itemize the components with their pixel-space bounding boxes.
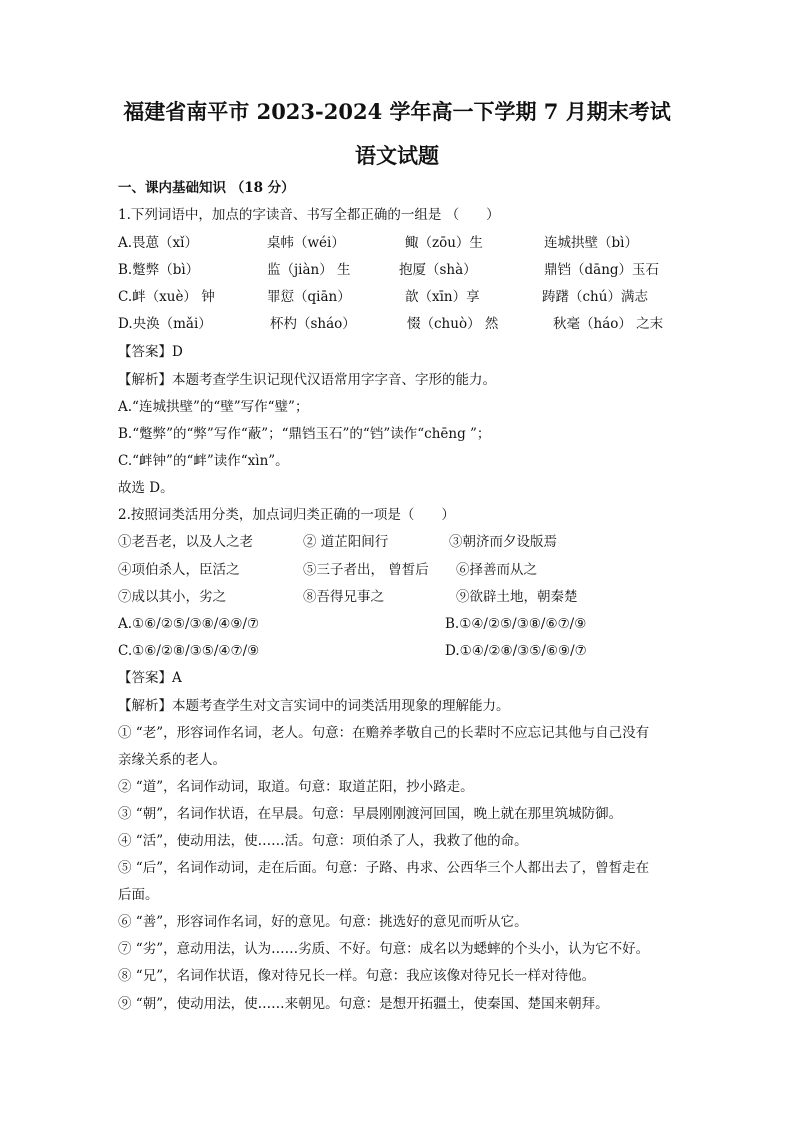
q2-analysis-line: ⑧ “兄”，名词作状语，像对待兄长一样。句意：我应该像对待兄长一样对待他。 <box>118 968 596 984</box>
q1-option-row <box>118 260 678 280</box>
q2-analysis-line: 后面。 <box>118 887 159 903</box>
q2-option-cell: C.①⑥/②⑧/③⑤/④⑦/⑨ <box>118 643 260 659</box>
q2-option-row <box>118 641 678 661</box>
section-heading: 一、课内基础知识 （18 分） <box>118 180 295 196</box>
q2-analysis-line: 【解析】本题考查学生对文言实词中的词类活用现象的理解能力。 <box>118 698 510 714</box>
q2-analysis-line: ③ “朝”，名词作状语，在早晨。句意：早晨刚刚渡河回国，晚上就在那里筑城防御。 <box>118 806 623 822</box>
q2-analysis-line: ④ “活”，使动用法，使……活。句意：项伯杀了人，我救了他的命。 <box>118 833 528 849</box>
q2-item-cell: ② 道芷阳间行 <box>303 534 389 550</box>
q2-analysis-line: ⑦ “劣”，意动用法，认为……劣质、不好。句意：成名以为蟋蟀的个头小，认为它不好。 <box>118 941 650 957</box>
q1-option-cell: 杯杓（sháo） <box>270 316 356 332</box>
q1-option-row <box>118 314 678 334</box>
q2-item-cell: ①老吾老，以及人之老 <box>118 534 253 550</box>
document-subtitle: 语文试题 <box>355 143 439 168</box>
q1-analysis-line: A.“连城拱壁”的“壁”写作“璧”； <box>118 399 309 415</box>
q2-analysis-line: ② “道”，名词作动词，取道。句意：取道芷阳，抄小路走。 <box>118 779 474 795</box>
q1-option-cell: A.畏葸（xǐ） <box>118 235 198 251</box>
q2-item-cell: ⑥择善而从之 <box>456 562 537 578</box>
q1-option-cell: 抱厦（shà） <box>399 262 477 278</box>
q2-item-cell: ⑦成以其小，劣之 <box>118 589 226 605</box>
document-title: 福建省南平市 2023-2024 学年高一下学期 7 月期末考试 <box>123 99 671 124</box>
q1-analysis-line: 【解析】本题考查学生识记现代汉语常用字字音、字形的能力。 <box>118 372 496 388</box>
q1-analysis-line: 故选 D。 <box>118 480 174 496</box>
q2-analysis-line: 亲缘关系的老人。 <box>118 752 226 768</box>
question-1-stem: 1.下列词语中，加点的字读音、书写全都正确的一组是 （ ） <box>118 207 500 223</box>
q2-item-cell: ④项伯杀人，臣活之 <box>118 562 240 578</box>
q2-item-row <box>118 587 678 607</box>
q1-option-row <box>118 233 678 253</box>
q1-option-cell: C.衅（xuè） 钟 <box>118 289 215 305</box>
q2-analysis-line: ① “老”，形容词作名词，老人。句意：在赡养孝敬自己的长辈时不应忘记其他与自己没有 <box>118 725 650 741</box>
q2-item-cell: ⑤三子者出， 曾皙后 <box>303 562 429 578</box>
q1-option-cell: B.蹩弊（bì） <box>118 262 200 278</box>
q2-answer: 【答案】A <box>118 670 182 686</box>
q2-option-cell: D.①④/②⑧/③⑤/⑥⑨/⑦ <box>445 643 587 659</box>
q1-option-cell: 鲰（zōu）生 <box>405 235 483 251</box>
q1-option-cell: 连城拱壁（bì） <box>544 235 638 251</box>
q1-analysis-line: B.“蹩弊”的“弊”写作“蔽”；“鼎铛玉石”的“铛”读作“chēng ”； <box>118 426 491 442</box>
q1-option-cell: 监（jiàn） 生 <box>267 262 351 278</box>
q2-item-row <box>118 532 678 552</box>
q2-item-row <box>118 560 678 580</box>
q2-item-cell: ⑧吾得兄事之 <box>303 589 384 605</box>
q2-option-cell: A.①⑥/②⑤/③⑧/④⑨/⑦ <box>118 616 260 632</box>
q1-option-cell: 歆（xīn）享 <box>405 289 480 305</box>
q2-analysis-line: ⑨ “朝”，使动用法，使……来朝见。句意：是想开拓疆土，使秦国、楚国来朝拜。 <box>118 996 609 1012</box>
q1-analysis-line: C.“衅钟”的“衅”读作“xìn”。 <box>118 453 289 469</box>
question-2-stem: 2.按照词类活用分类，加点词归类正确的一项是（ ） <box>118 507 455 523</box>
q1-option-cell: 鼎铛（dāng）玉石 <box>544 262 660 278</box>
q2-option-cell: B.①④/②⑤/③⑧/⑥⑦/⑨ <box>445 616 587 632</box>
q2-option-row <box>118 614 678 634</box>
q2-analysis-line: ⑥ “善”，形容词作名词，好的意见。句意：挑选好的意见而听从它。 <box>118 914 528 930</box>
q2-analysis-line: ⑤ “后”，名词作动词，走在后面。句意：子路、冉求、公西华三个人都出去了，曾皙走在 <box>118 860 650 876</box>
q1-option-cell: 秋毫（háo） 之末 <box>553 316 664 332</box>
q1-option-row <box>118 287 678 307</box>
q1-option-cell: 桌帏（wéi） <box>267 235 345 251</box>
q1-option-cell: 踌躇（chú）满志 <box>542 289 648 305</box>
q2-item-cell: ③朝济而夕设版焉 <box>449 534 557 550</box>
q2-item-cell: ⑨欲辟土地，朝秦楚 <box>456 589 578 605</box>
q1-option-cell: D.央涣（mǎi） <box>118 316 212 332</box>
q1-option-cell: 惙（chuò） 然 <box>407 316 499 332</box>
q1-option-cell: 罪愆（qiān） <box>267 289 351 305</box>
q1-answer: 【答案】D <box>118 344 183 360</box>
